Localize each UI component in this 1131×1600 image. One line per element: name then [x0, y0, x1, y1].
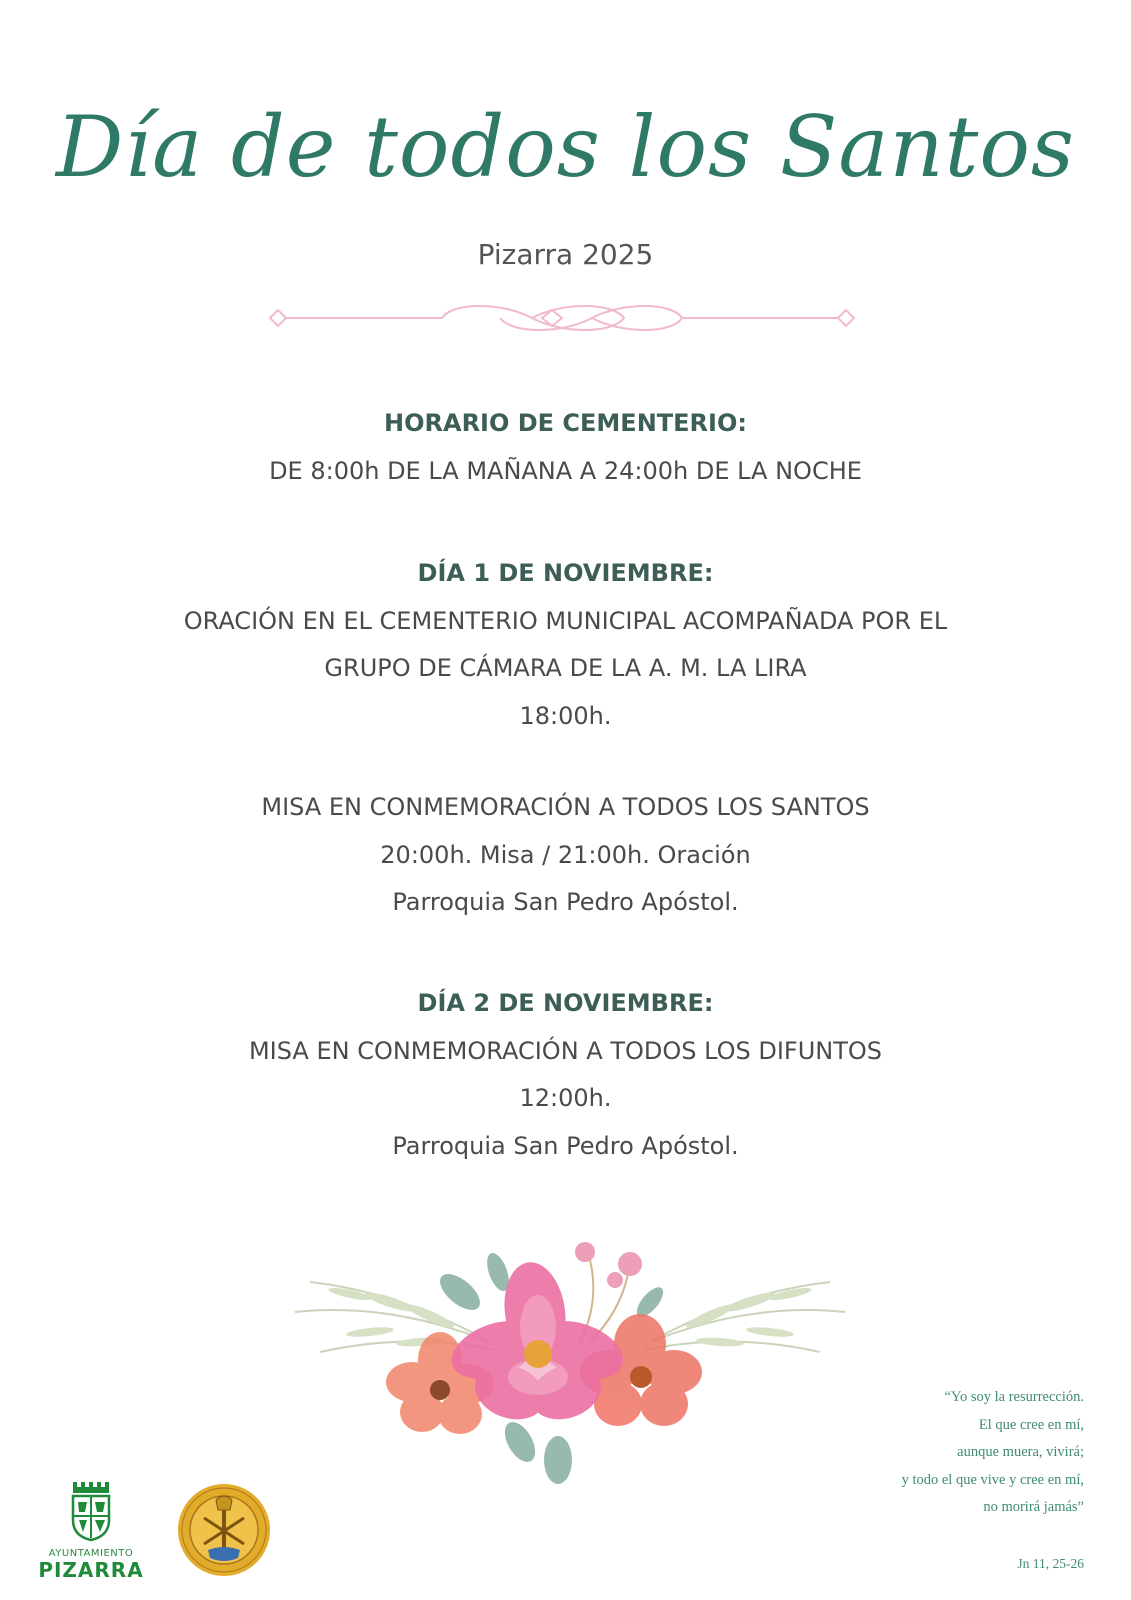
ayuntamiento-logo: [36, 1480, 146, 1581]
cemetery-heading: HORARIO DE CEMENTERIO:: [384, 409, 747, 437]
nov1-prayer-line1: ORACIÓN EN EL CEMENTERIO MUNICIPAL ACOMPAÑADA POR EL: [183, 606, 948, 635]
quote-citation: Jn 11, 25-26: [1017, 1556, 1084, 1571]
ayuntamiento-label: AYUNTAMIENTO: [48, 1548, 134, 1559]
quote-line: El que cree en mí,: [978, 1416, 1084, 1433]
quote-line: “Yo soy la resurrección.: [944, 1389, 1084, 1405]
nov1-section: [0, 550, 1131, 740]
nov2-heading: DÍA 2 DE NOVIEMBRE:: [417, 989, 714, 1017]
flower-bouquet-illustration: [290, 1232, 850, 1502]
nov2-mass-time: 12:00h.: [519, 1084, 612, 1112]
nov2-mass-title: MISA EN CONMEMORACIÓN A TODOS LOS DIFUNTOS: [248, 1036, 883, 1065]
nov2-mass-place: Parroquia San Pedro Apóstol.: [392, 1131, 739, 1160]
nov1-mass-time: 20:00h. Misa / 21:00h. Oración: [380, 840, 751, 869]
page-title: Día de todos los Santos: [55, 98, 1076, 196]
nov1-prayer-time: 18:00h.: [519, 701, 612, 730]
nov1-mass-place: Parroquia San Pedro Apóstol.: [392, 888, 739, 916]
cemetery-hours: DE 8:00h DE LA MAÑANA A 24:00h DE LA NOCHE: [269, 456, 862, 485]
nov1-prayer-line2: GRUPO DE CÁMARA DE LA A. M. LA LIRA: [324, 654, 807, 682]
parroquia-seal-icon: [176, 1482, 272, 1578]
quote-line: aunque muera, vivirá;: [957, 1444, 1084, 1460]
quote-line: y todo el que vive y cree en mí,: [901, 1471, 1084, 1488]
nov1-mass-section: [0, 784, 1131, 927]
bible-quote: [902, 1384, 1084, 1522]
nov1-mass-title: MISA EN CONMEMORACIÓN A TODOS LOS SANTOS: [261, 793, 870, 821]
nov1-heading: DÍA 1 DE NOVIEMBRE:: [417, 559, 714, 587]
page-subtitle: Pizarra 2025: [477, 238, 654, 271]
quote-line: no morirá jamás”: [983, 1499, 1084, 1515]
pizarra-label: PIZARRA: [38, 1558, 144, 1582]
coat-of-arms-icon: [69, 1480, 113, 1542]
ornamental-divider: [262, 298, 862, 338]
cemetery-section: [0, 400, 1131, 495]
nov2-section: [0, 980, 1131, 1170]
